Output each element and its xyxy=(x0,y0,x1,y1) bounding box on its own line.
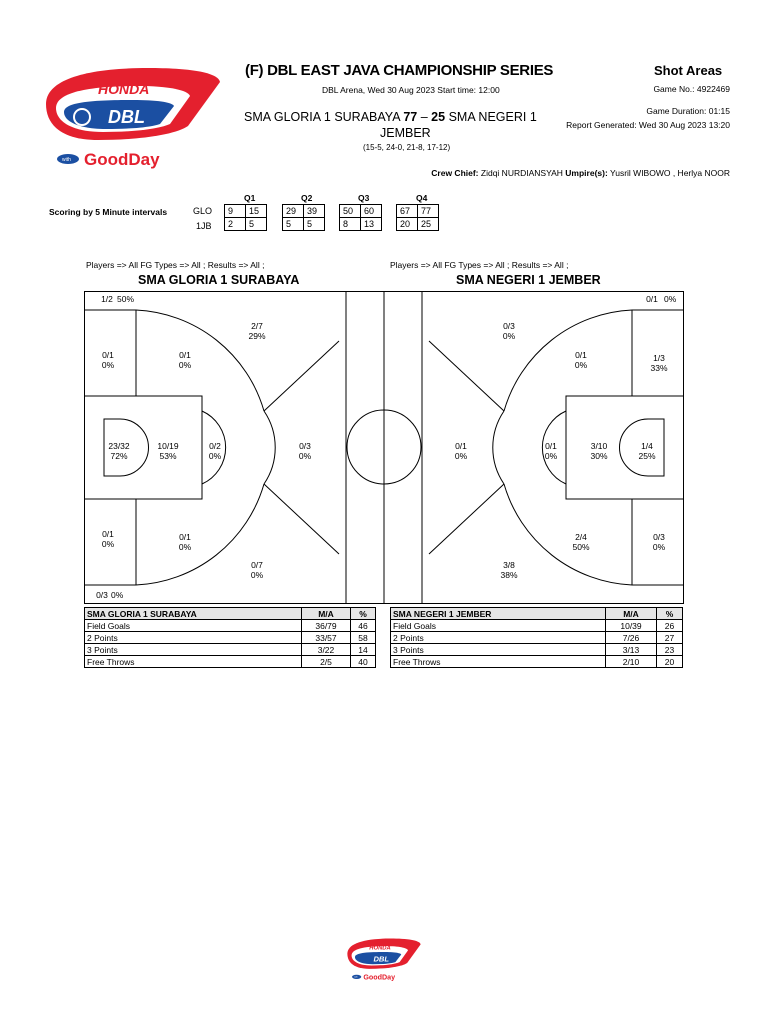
table-row xyxy=(391,644,683,656)
zone-pct: 0% xyxy=(574,360,588,370)
team-code-1jb: 1JB xyxy=(196,221,212,231)
zone-ratio: 0/1 xyxy=(646,294,658,304)
away-team-name-part1: SMA NEGERI 1 xyxy=(448,110,537,124)
zone-pct: 0% xyxy=(101,539,115,549)
score-cell: 5 xyxy=(283,218,304,231)
stats-label: Field Goals xyxy=(85,620,302,632)
stats-pct-header: % xyxy=(657,608,683,620)
stats-label: Free Throws xyxy=(391,656,606,668)
score-cell: 5 xyxy=(304,218,325,231)
stats-ma-header: M/A xyxy=(606,608,657,620)
zone-pct: 0% xyxy=(178,360,192,370)
stats-pct: 46 xyxy=(351,620,376,632)
score-cell: 50 xyxy=(340,205,361,218)
table-row xyxy=(85,656,376,668)
table-row xyxy=(85,632,376,644)
zone-pct: 0% xyxy=(178,542,192,552)
zone-pct: 50% xyxy=(117,294,135,304)
report-type: Shot Areas xyxy=(654,63,723,78)
zone-ratio: 0/3 xyxy=(96,590,108,600)
umpires-label: Umpire(s): xyxy=(565,168,608,178)
scoring-grid-q3 xyxy=(339,204,382,231)
score-cell: 77 xyxy=(418,205,439,218)
dbl-logo xyxy=(38,64,228,174)
zone-pct: 25% xyxy=(638,451,656,461)
score-cell: 15 xyxy=(246,205,267,218)
zone-ratio: 0/7 xyxy=(251,560,263,570)
stats-pct-header: % xyxy=(351,608,376,620)
zone-ratio: 3/10 xyxy=(590,441,608,451)
stats-pct: 40 xyxy=(351,656,376,668)
stats-label: 3 Points xyxy=(85,644,302,656)
score-cell: 60 xyxy=(361,205,382,218)
stats-label: 2 Points xyxy=(85,632,302,644)
stats-label: 3 Points xyxy=(391,644,606,656)
scoring-grid-q2 xyxy=(282,204,325,231)
stats-label: 2 Points xyxy=(391,632,606,644)
zone-ratio: 0/2 xyxy=(209,441,221,451)
quarter-scores: (15-5, 24-0, 21-8, 17-12) xyxy=(363,143,451,152)
footer-goodday-text: GoodDay xyxy=(363,973,396,982)
report-title: (F) DBL EAST JAVA CHAMPIONSHIP SERIES xyxy=(245,62,554,79)
zone-pct: 0% xyxy=(208,451,222,461)
zone-pct: 0% xyxy=(298,451,312,461)
footer-dbl-logo xyxy=(344,936,424,984)
stats-team-cell: SMA GLORIA 1 SURABAYA xyxy=(85,608,302,620)
zone-ratio: 1/4 xyxy=(641,441,653,451)
stats-pct: 20 xyxy=(657,656,683,668)
stats-pct: 58 xyxy=(351,632,376,644)
crew-chief-label: Crew Chief: xyxy=(431,168,479,178)
left-team-heading: SMA GLORIA 1 SURABAYA xyxy=(138,273,300,287)
game-duration: Game Duration: 01:15 xyxy=(646,106,730,116)
quarter-header-q1: Q1 xyxy=(244,193,256,203)
stats-ma: 7/26 xyxy=(606,632,657,644)
stats-pct: 27 xyxy=(657,632,683,644)
right-team-heading: SMA NEGERI 1 JEMBER xyxy=(456,273,601,287)
logo-dbl-text: DBL xyxy=(108,107,145,127)
zone-ratio: 3/8 xyxy=(503,560,515,570)
left-filters: Players => All FG Types => All ; Results => All ; xyxy=(86,260,265,270)
quarter-header-q3: Q3 xyxy=(358,193,370,203)
home-team-name: SMA GLORIA 1 SURABAYA xyxy=(244,110,400,124)
table-row xyxy=(391,620,683,632)
footer-logo-graphic xyxy=(344,936,424,984)
zone-ratio: 1/2 xyxy=(101,294,113,304)
zone-ratio: 23/32 xyxy=(108,441,130,451)
scoring-grid-q1 xyxy=(224,204,267,231)
crew-chief-name: Zidqi NURDIANSYAH xyxy=(480,168,563,178)
quarter-header-q4: Q4 xyxy=(416,193,428,203)
stats-ma: 2/10 xyxy=(606,656,657,668)
zone-pct: 0% xyxy=(101,360,115,370)
zone-pct: 33% xyxy=(650,363,668,373)
score-cell: 2 xyxy=(225,218,246,231)
score-cell: 5 xyxy=(246,218,267,231)
match-line xyxy=(244,110,537,124)
table-header-row xyxy=(85,608,376,620)
game-number: Game No.: 4922469 xyxy=(653,84,730,94)
zone-ratio: 0/3 xyxy=(503,321,515,331)
quarter-header-q2: Q2 xyxy=(301,193,313,203)
zone-pct: 0% xyxy=(544,451,558,461)
footer-with-text: with xyxy=(354,976,358,979)
stats-label: Field Goals xyxy=(391,620,606,632)
score-cell: 25 xyxy=(418,218,439,231)
score-cell: 67 xyxy=(397,205,418,218)
table-row xyxy=(391,656,683,668)
table-row xyxy=(85,620,376,632)
home-score: 77 xyxy=(403,110,418,124)
stats-pct: 14 xyxy=(351,644,376,656)
zone-ratio: 0/1 xyxy=(102,350,114,360)
zone-ratio: 0/1 xyxy=(455,441,467,451)
zone-pct: 0% xyxy=(664,294,677,304)
stats-ma: 10/39 xyxy=(606,620,657,632)
table-header-row xyxy=(391,608,683,620)
zone-ratio: 0/1 xyxy=(102,529,114,539)
umpires-names: Yusril WIBOWO , Herlya NOOR xyxy=(610,168,730,178)
stats-ma: 33/57 xyxy=(302,632,351,644)
score-dash: – xyxy=(420,110,428,124)
scoring-grid-q4 xyxy=(396,204,439,231)
zone-pct: 72% xyxy=(110,451,128,461)
zone-ratio: 2/4 xyxy=(575,532,587,542)
zone-pct: 0% xyxy=(454,451,468,461)
zone-ratio: 10/19 xyxy=(157,441,179,451)
report-generated: Report Generated: Wed 30 Aug 2023 13:20 xyxy=(566,120,730,130)
scoring-label: Scoring by 5 Minute intervals xyxy=(49,207,168,217)
logo-goodday-text: GoodDay xyxy=(84,150,160,169)
score-cell: 13 xyxy=(361,218,382,231)
stats-ma: 3/22 xyxy=(302,644,351,656)
stats-ma: 3/13 xyxy=(606,644,657,656)
zone-ratio: 0/1 xyxy=(179,350,191,360)
stats-label: Free Throws xyxy=(85,656,302,668)
venue-line: DBL Arena, Wed 30 Aug 2023 Start time: 12:00 xyxy=(322,85,500,95)
zone-pct: 0% xyxy=(502,331,516,341)
zone-ratio: 0/1 xyxy=(545,441,557,451)
zone-pct: 29% xyxy=(248,331,266,341)
score-cell: 20 xyxy=(397,218,418,231)
right-filters: Players => All FG Types => All ; Results => All ; xyxy=(390,260,569,270)
zone-pct: 53% xyxy=(159,451,177,461)
zone-ratio: 1/3 xyxy=(653,353,665,363)
stats-pct: 23 xyxy=(657,644,683,656)
zone-pct: 50% xyxy=(572,542,590,552)
zone-ratio: 0/1 xyxy=(179,532,191,542)
officials xyxy=(431,168,730,178)
zone-pct: 30% xyxy=(590,451,608,461)
table-row xyxy=(85,644,376,656)
zone-pct: 0% xyxy=(250,570,264,580)
shot-court xyxy=(84,291,684,604)
score-cell: 39 xyxy=(304,205,325,218)
footer-honda-text: HONDA xyxy=(369,945,391,952)
logo-honda-text: HONDA xyxy=(98,81,150,97)
stats-ma: 36/79 xyxy=(302,620,351,632)
footer-dbl-text: DBL xyxy=(373,954,390,964)
zone-pct: 38% xyxy=(500,570,518,580)
right-stats-table xyxy=(390,607,683,668)
dbl-logo-graphic xyxy=(38,64,228,174)
zone-ratio: 0/3 xyxy=(299,441,311,451)
away-team-name-part2: JEMBER xyxy=(380,126,431,140)
score-cell: 9 xyxy=(225,205,246,218)
zone-ratio: 2/7 xyxy=(251,321,263,331)
zone-pct: 0% xyxy=(652,542,666,552)
score-cell: 8 xyxy=(340,218,361,231)
stats-ma-header: M/A xyxy=(302,608,351,620)
away-score: 25 xyxy=(431,110,446,124)
zone-ratio: 0/1 xyxy=(575,350,587,360)
table-row xyxy=(391,632,683,644)
score-cell: 29 xyxy=(283,205,304,218)
logo-with-text: with xyxy=(62,157,71,163)
stats-pct: 26 xyxy=(657,620,683,632)
stats-team-cell: SMA NEGERI 1 JEMBER xyxy=(391,608,606,620)
zone-pct: 0% xyxy=(111,590,124,600)
zone-ratio: 0/3 xyxy=(653,532,665,542)
team-code-glo: GLO xyxy=(193,206,213,216)
stats-ma: 2/5 xyxy=(302,656,351,668)
left-stats-table xyxy=(84,607,376,668)
